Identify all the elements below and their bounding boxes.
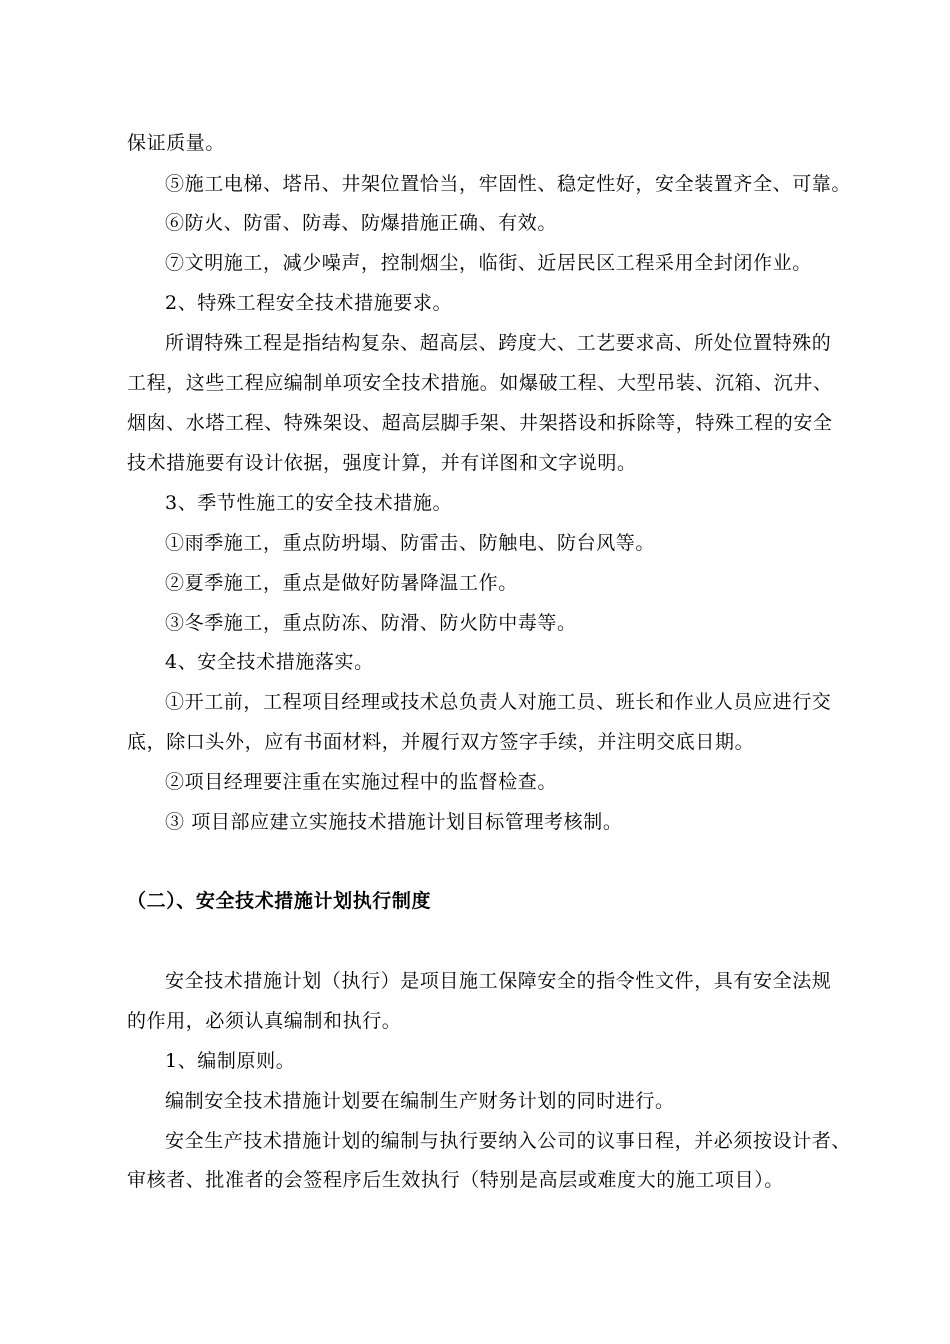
paragraph-line: 安全技术措施计划（执行）是项目施工保障安全的指令性文件，具有安全法规 (165, 970, 832, 992)
paragraph-line: 编制安全技术措施计划要在编制生产财务计划的同时进行。 (165, 1090, 675, 1112)
paragraph-line: 2、特殊工程安全技术措施要求。 (165, 292, 453, 314)
paragraph-line: ③冬季施工，重点防冻、防滑、防火防中毒等。 (165, 612, 577, 634)
paragraph-line: 4、安全技术措施落实。 (165, 651, 374, 673)
paragraph-line: ⑥防火、防雷、防毒、防爆措施正确、有效。 (165, 212, 558, 234)
paragraph-line: 安全生产技术措施计划的编制与执行要纳入公司的议事日程，并必须按设计者、 (165, 1130, 852, 1152)
paragraph-line: 所谓特殊工程是指结构复杂、超高层、跨度大、工艺要求高、所处位置特殊的 (165, 332, 832, 354)
paragraph-line: 3、季节性施工的安全技术措施。 (165, 492, 453, 514)
paragraph-line: 底，除口头外，应有书面材料，并履行双方签字手续，并注明交底日期。 (127, 731, 755, 753)
paragraph-line: 保证质量。 (127, 132, 226, 154)
paragraph-line: ①开工前，工程项目经理或技术总负责人对施工员、班长和作业人员应进行交 (165, 691, 832, 713)
paragraph-line: ⑤施工电梯、塔吊、井架位置恰当，牢固性、稳定性好，安全装置齐全、可靠。 (165, 173, 852, 195)
paragraph-line: 技术措施要有设计依据，强度计算，并有详图和文字说明。 (127, 452, 637, 474)
paragraph-line: ②夏季施工，重点是做好防暑降温工作。 (165, 572, 518, 594)
paragraph-line: ⑦文明施工，减少噪声，控制烟尘，临街、近居民区工程采用全封闭作业。 (165, 252, 812, 274)
paragraph-line: 审核者、批准者的会签程序后生效执行（特别是高层或难度大的施工项目）。 (127, 1169, 784, 1191)
paragraph-line: ①雨季施工，重点防坍塌、防雷击、防触电、防台风等。 (165, 532, 656, 554)
section-heading: （二）、安全技术措施计划执行制度 (127, 890, 432, 912)
paragraph-line: 的作用，必须认真编制和执行。 (127, 1010, 402, 1032)
paragraph-line: ③ 项目部应建立实施技术措施计划目标管理考核制。 (165, 811, 623, 833)
paragraph-line: ②项目经理要注重在实施过程中的监督检查。 (165, 771, 558, 793)
paragraph-line: 工程，这些工程应编制单项安全技术措施。如爆破工程、大型吊装、沉箱、沉井、 (127, 372, 833, 394)
paragraph-line: 烟囱、水塔工程、特殊架设、超高层脚手架、井架搭设和拆除等，特殊工程的安全 (127, 412, 833, 434)
paragraph-line: 1、编制原则。 (165, 1050, 296, 1072)
